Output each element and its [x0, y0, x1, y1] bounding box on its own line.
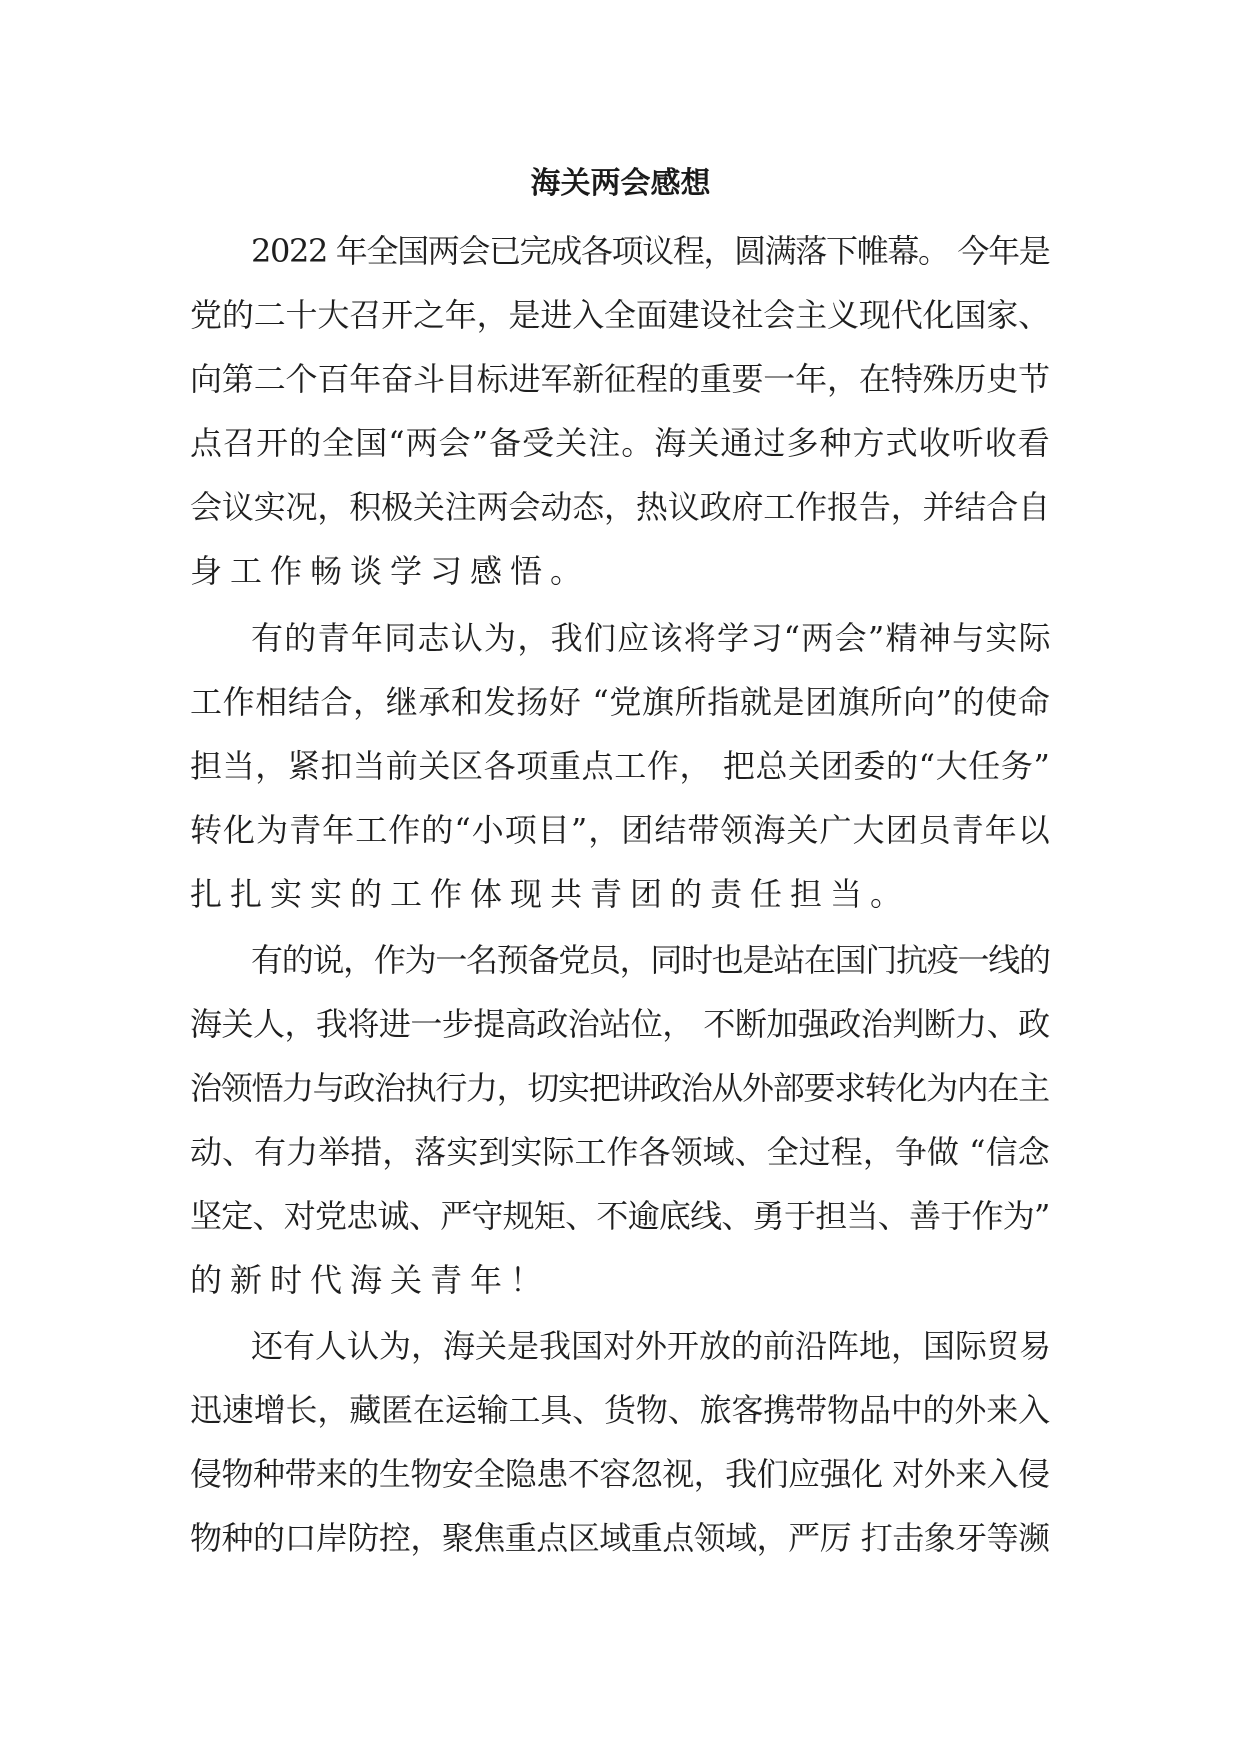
paragraph-line: 转化为青年工作的“小项目”，团结带领海关广大团员青年以 — [190, 811, 1051, 849]
paragraph-line: 2022 年全国两会已完成各项议程，圆满落下帷幕。 今年是 — [251, 232, 1050, 270]
paragraph-line: 海关人，我将进一步提高政治站位， 不断加强政治判断力、政 — [190, 1005, 1050, 1043]
paragraph-line: 党的二十大召开之年，是进入全面建设社会主义现代化国家、 — [190, 296, 1050, 334]
paragraph-line: 迅速增长，藏匿在运输工具、货物、旅客携带物品中的外来入 — [190, 1391, 1050, 1429]
paragraph-line: 点召开的全国“两会”备受关注。海关通过多种方式收听收看 — [190, 424, 1051, 462]
paragraph-line: 治领悟力与政治执行力，切实把讲政治从外部要求转化为内在主 — [190, 1069, 1049, 1107]
paragraph-line: 工作相结合，继承和发扬好 “党旗所指就是团旗所向”的使命 — [190, 683, 1051, 721]
paragraph-line: 身工作畅谈学习感悟。 — [190, 552, 591, 590]
paragraph-line: 侵物种带来的生物安全隐患不容忽视，我们应强化 对外来入侵 — [190, 1455, 1050, 1493]
paragraph-line: 扎扎实实的工作体现共青团的责任担当。 — [190, 875, 911, 913]
paragraph-line: 动、有力举措，落实到实际工作各领域、全过程，争做 “信念 — [190, 1133, 1050, 1171]
paragraph-line: 会议实况，积极关注两会动态，热议政府工作报告，并结合自 — [190, 488, 1050, 526]
paragraph-line: 有的青年同志认为，我们应该将学习“两会”精神与实际 — [251, 619, 1052, 657]
paragraph-line: 物种的口岸防控，聚焦重点区域重点领域，严厉 打击象牙等濒 — [190, 1519, 1050, 1557]
paragraph-line: 向第二个百年奋斗目标进军新征程的重要一年，在特殊历史节 — [190, 360, 1050, 398]
paragraph-line: 的新时代海关青年！ — [190, 1261, 551, 1299]
paragraph-line: 还有人认为，海关是我国对外开放的前沿阵地，国际贸易 — [251, 1327, 1052, 1365]
paragraph-line: 坚定、对党忠诚、严守规矩、不逾底线、勇于担当、善于作为” — [190, 1197, 1050, 1235]
paragraph-line: 有的说，作为一名预备党员，同时也是站在国门抗疫一线的 — [251, 941, 1050, 979]
paragraph-line: 担当，紧扣当前关区各项重点工作， 把总关团委的“大任务” — [190, 747, 1051, 785]
document-title: 海关两会感想 — [530, 166, 711, 201]
